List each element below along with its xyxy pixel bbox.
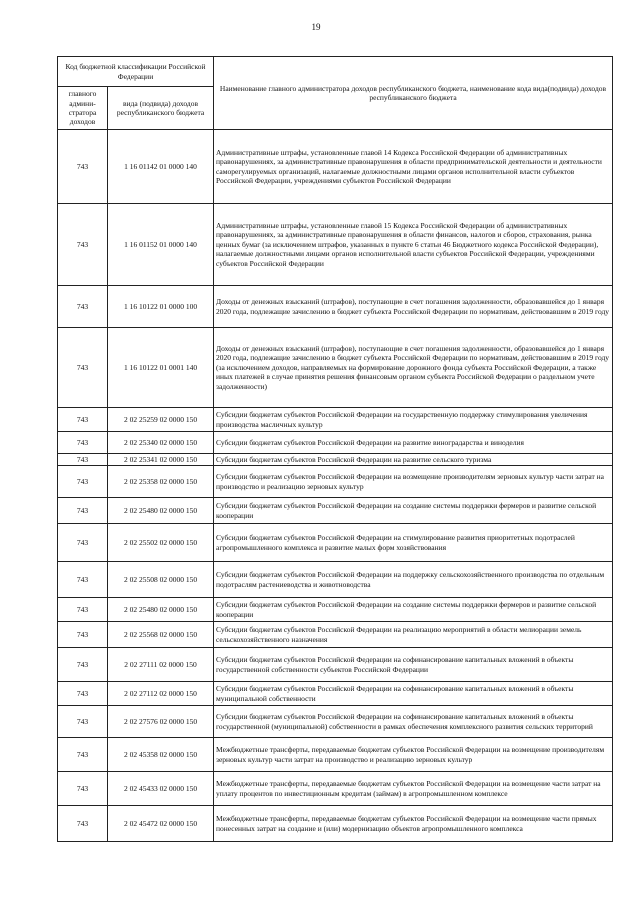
revenue-description-cell: Субсидии бюджетам субъектов Российской Федерации на реализацию мероприятий в области мелиорации земель сельскохозяйственного назначения <box>214 622 613 648</box>
revenue-code-cell: 2 02 25358 02 0000 150 <box>108 466 214 498</box>
table-row <box>58 682 613 706</box>
revenue-code-cell: 1 16 10122 01 0000 100 <box>108 286 214 328</box>
administrator-code-cell: 743 <box>58 806 108 842</box>
administrator-code-cell: 743 <box>58 498 108 524</box>
revenue-description-cell: Межбюджетные трансферты, передаваемые бюджетам субъектов Российской Федерации на возмещение части затрат на уплату процентов по инвестиционным кредитам (займам) в агропромышленном комплексе <box>214 772 613 806</box>
revenue-code-cell: 2 02 27576 02 0000 150 <box>108 706 214 738</box>
revenue-code-cell: 2 02 25480 02 0000 150 <box>108 498 214 524</box>
table-row <box>58 328 613 408</box>
revenue-description-cell: Субсидии бюджетам субъектов Российской Федерации на создание системы поддержки фермеров и развитие сельской кооперации <box>214 498 613 524</box>
administrator-code-cell: 743 <box>58 682 108 706</box>
administrator-code-cell: 743 <box>58 738 108 772</box>
administrator-code-cell: 743 <box>58 524 108 562</box>
revenue-description-cell: Субсидии бюджетам субъектов Российской Федерации на софинансирование капитальных вложений в объекты муниципальной собственности <box>214 682 613 706</box>
administrator-code-cell: 743 <box>58 598 108 622</box>
header-chief-administrator: главного админи-стратора доходов <box>58 87 108 130</box>
revenue-description-cell: Доходы от денежных взысканий (штрафов), поступающие в счет погашения задолженности, образовавшейся до 1 января 2020 года, подлежащие зачислению в бюджет субъекта Российской Федерации по нормативам, действовавшим в 2019 году (за исключением доходов, направляемых на формирование дорожного фонда субъекта Российской Федерации, а также иных платежей в случае принятия решения финансовым органом субъекта Российской Федерации о раздельном учете задолженности) <box>214 328 613 408</box>
table-row <box>58 772 613 806</box>
revenue-code-cell: 1 16 01152 01 0000 140 <box>108 204 214 286</box>
revenue-description-cell: Межбюджетные трансферты, передаваемые бюджетам субъектов Российской Федерации на возмещение производителям зерновых культур части затрат на производство и реализацию зерновых культур <box>214 738 613 772</box>
revenue-description-cell: Межбюджетные трансферты, передаваемые бюджетам субъектов Российской Федерации на возмещение части прямых понесенных затрат на создание и (или) модернизацию объектов агропромышленного комплекса <box>214 806 613 842</box>
revenue-description-cell: Административные штрафы, установленные главой 15 Кодекса Российской Федерации об административных правонарушениях, за административные правонарушения в области финансов, налогов и сборов, страхования, рынка ценных бумаг (за исключением штрафов, указанных в пункте 6 статьи 46 Бюджетного кодекса Российской Федерации), налагаемые должностными лицами органов исполнительной власти субъектов Российской Федерации, учреждениями субъектов Российской Федерации <box>214 204 613 286</box>
revenue-code-cell: 2 02 25340 02 0000 150 <box>108 432 214 454</box>
table-row <box>58 454 613 466</box>
revenue-description-cell: Доходы от денежных взысканий (штрафов), поступающие в счет погашения задолженности, образовавшейся до 1 января 2020 года, подлежащие зачислению в бюджет субъекта Российской Федерации по нормативам, действовавшим в 2019 году <box>214 286 613 328</box>
header-revenue-type-code: вида (подвида) доходов республиканского бюджета <box>108 87 214 130</box>
revenue-code-cell: 2 02 25259 02 0000 150 <box>108 408 214 432</box>
table-row <box>58 466 613 498</box>
table-row <box>58 286 613 328</box>
revenue-code-cell: 2 02 25568 02 0000 150 <box>108 622 214 648</box>
header-budget-classification: Код бюджетной классификации Российской Федерации <box>58 57 214 87</box>
administrator-code-cell: 743 <box>58 772 108 806</box>
administrator-code-cell: 743 <box>58 432 108 454</box>
revenue-description-cell: Субсидии бюджетам субъектов Российской Федерации на поддержку сельскохозяйственного производства по отдельным подотраслям растениеводства и животноводства <box>214 562 613 598</box>
administrator-code-cell: 743 <box>58 286 108 328</box>
administrator-code-cell: 743 <box>58 454 108 466</box>
header-administrator-name: Наименование главного администратора доходов республиканского бюджета, наименование кода вида(подвида) доходов республиканского бюджета <box>214 57 613 130</box>
revenue-description-cell: Субсидии бюджетам субъектов Российской Федерации на создание системы поддержки фермеров и развитие сельской кооперации <box>214 598 613 622</box>
revenue-code-cell: 2 02 25508 02 0000 150 <box>108 562 214 598</box>
revenue-code-cell: 2 02 45433 02 0000 150 <box>108 772 214 806</box>
table-row <box>58 204 613 286</box>
administrator-code-cell: 743 <box>58 328 108 408</box>
administrator-code-cell: 743 <box>58 130 108 204</box>
table-row <box>58 130 613 204</box>
administrator-code-cell: 743 <box>58 706 108 738</box>
page-number: 19 <box>311 22 321 32</box>
table-row <box>58 806 613 842</box>
revenue-description-cell: Субсидии бюджетам субъектов Российской Федерации на развитие виноградарства и виноделия <box>214 432 613 454</box>
table-row <box>58 648 613 682</box>
administrator-code-cell: 743 <box>58 622 108 648</box>
table-row <box>58 498 613 524</box>
revenue-description-cell: Субсидии бюджетам субъектов Российской Федерации на стимулирование развития приоритетных подотраслей агропромышленного комплекса и развитие малых форм хозяйствования <box>214 524 613 562</box>
revenue-description-cell: Субсидии бюджетам субъектов Российской Федерации на возмещение производителям зерновых культур части затрат на производство и реализацию зерновых культур <box>214 466 613 498</box>
revenue-code-cell: 2 02 27111 02 0000 150 <box>108 648 214 682</box>
table-row <box>58 622 613 648</box>
revenue-code-cell: 2 02 25341 02 0000 150 <box>108 454 214 466</box>
administrator-code-cell: 743 <box>58 466 108 498</box>
revenue-code-cell: 2 02 25502 02 0000 150 <box>108 524 214 562</box>
administrator-code-cell: 743 <box>58 648 108 682</box>
table-row <box>58 562 613 598</box>
revenue-code-cell: 2 02 45358 02 0000 150 <box>108 738 214 772</box>
table-row <box>58 598 613 622</box>
table-row <box>58 706 613 738</box>
table-row <box>58 738 613 772</box>
revenue-description-cell: Субсидии бюджетам субъектов Российской Федерации на софинансирование капитальных вложений в объекты государственной собственности субъектов Российской Федерации <box>214 648 613 682</box>
table-row <box>58 408 613 432</box>
table-row <box>58 524 613 562</box>
revenue-description-cell: Субсидии бюджетам субъектов Российской Федерации на софинансирование капитальных вложений в объекты государственной (муниципальной) собственности в рамках обеспечения комплексного развития сельских территорий <box>214 706 613 738</box>
administrator-code-cell: 743 <box>58 204 108 286</box>
revenue-code-cell: 2 02 45472 02 0000 150 <box>108 806 214 842</box>
header-row-group <box>58 57 613 87</box>
revenue-classification-table <box>57 56 613 842</box>
table-body <box>58 130 613 842</box>
revenue-description-cell: Административные штрафы, установленные главой 14 Кодекса Российской Федерации об административных правонарушениях, за административные правонарушения в области предпринимательской деятельности и деятельности саморегулируемых организаций, налагаемые должностными лицами органов исполнительной власти субъектов Российской Федерации, учреждениями субъектов Российской Федерации <box>214 130 613 204</box>
revenue-code-cell: 2 02 27112 02 0000 150 <box>108 682 214 706</box>
revenue-code-cell: 2 02 25480 02 0000 150 <box>108 598 214 622</box>
revenue-code-cell: 1 16 01142 01 0000 140 <box>108 130 214 204</box>
administrator-code-cell: 743 <box>58 408 108 432</box>
administrator-code-cell: 743 <box>58 562 108 598</box>
revenue-code-cell: 1 16 10122 01 0001 140 <box>108 328 214 408</box>
table-row <box>58 432 613 454</box>
revenue-description-cell: Субсидии бюджетам субъектов Российской Федерации на государственную поддержку стимулирования увеличения производства масличных культур <box>214 408 613 432</box>
revenue-description-cell: Субсидии бюджетам субъектов Российской Федерации на развитие сельского туризма <box>214 454 613 466</box>
